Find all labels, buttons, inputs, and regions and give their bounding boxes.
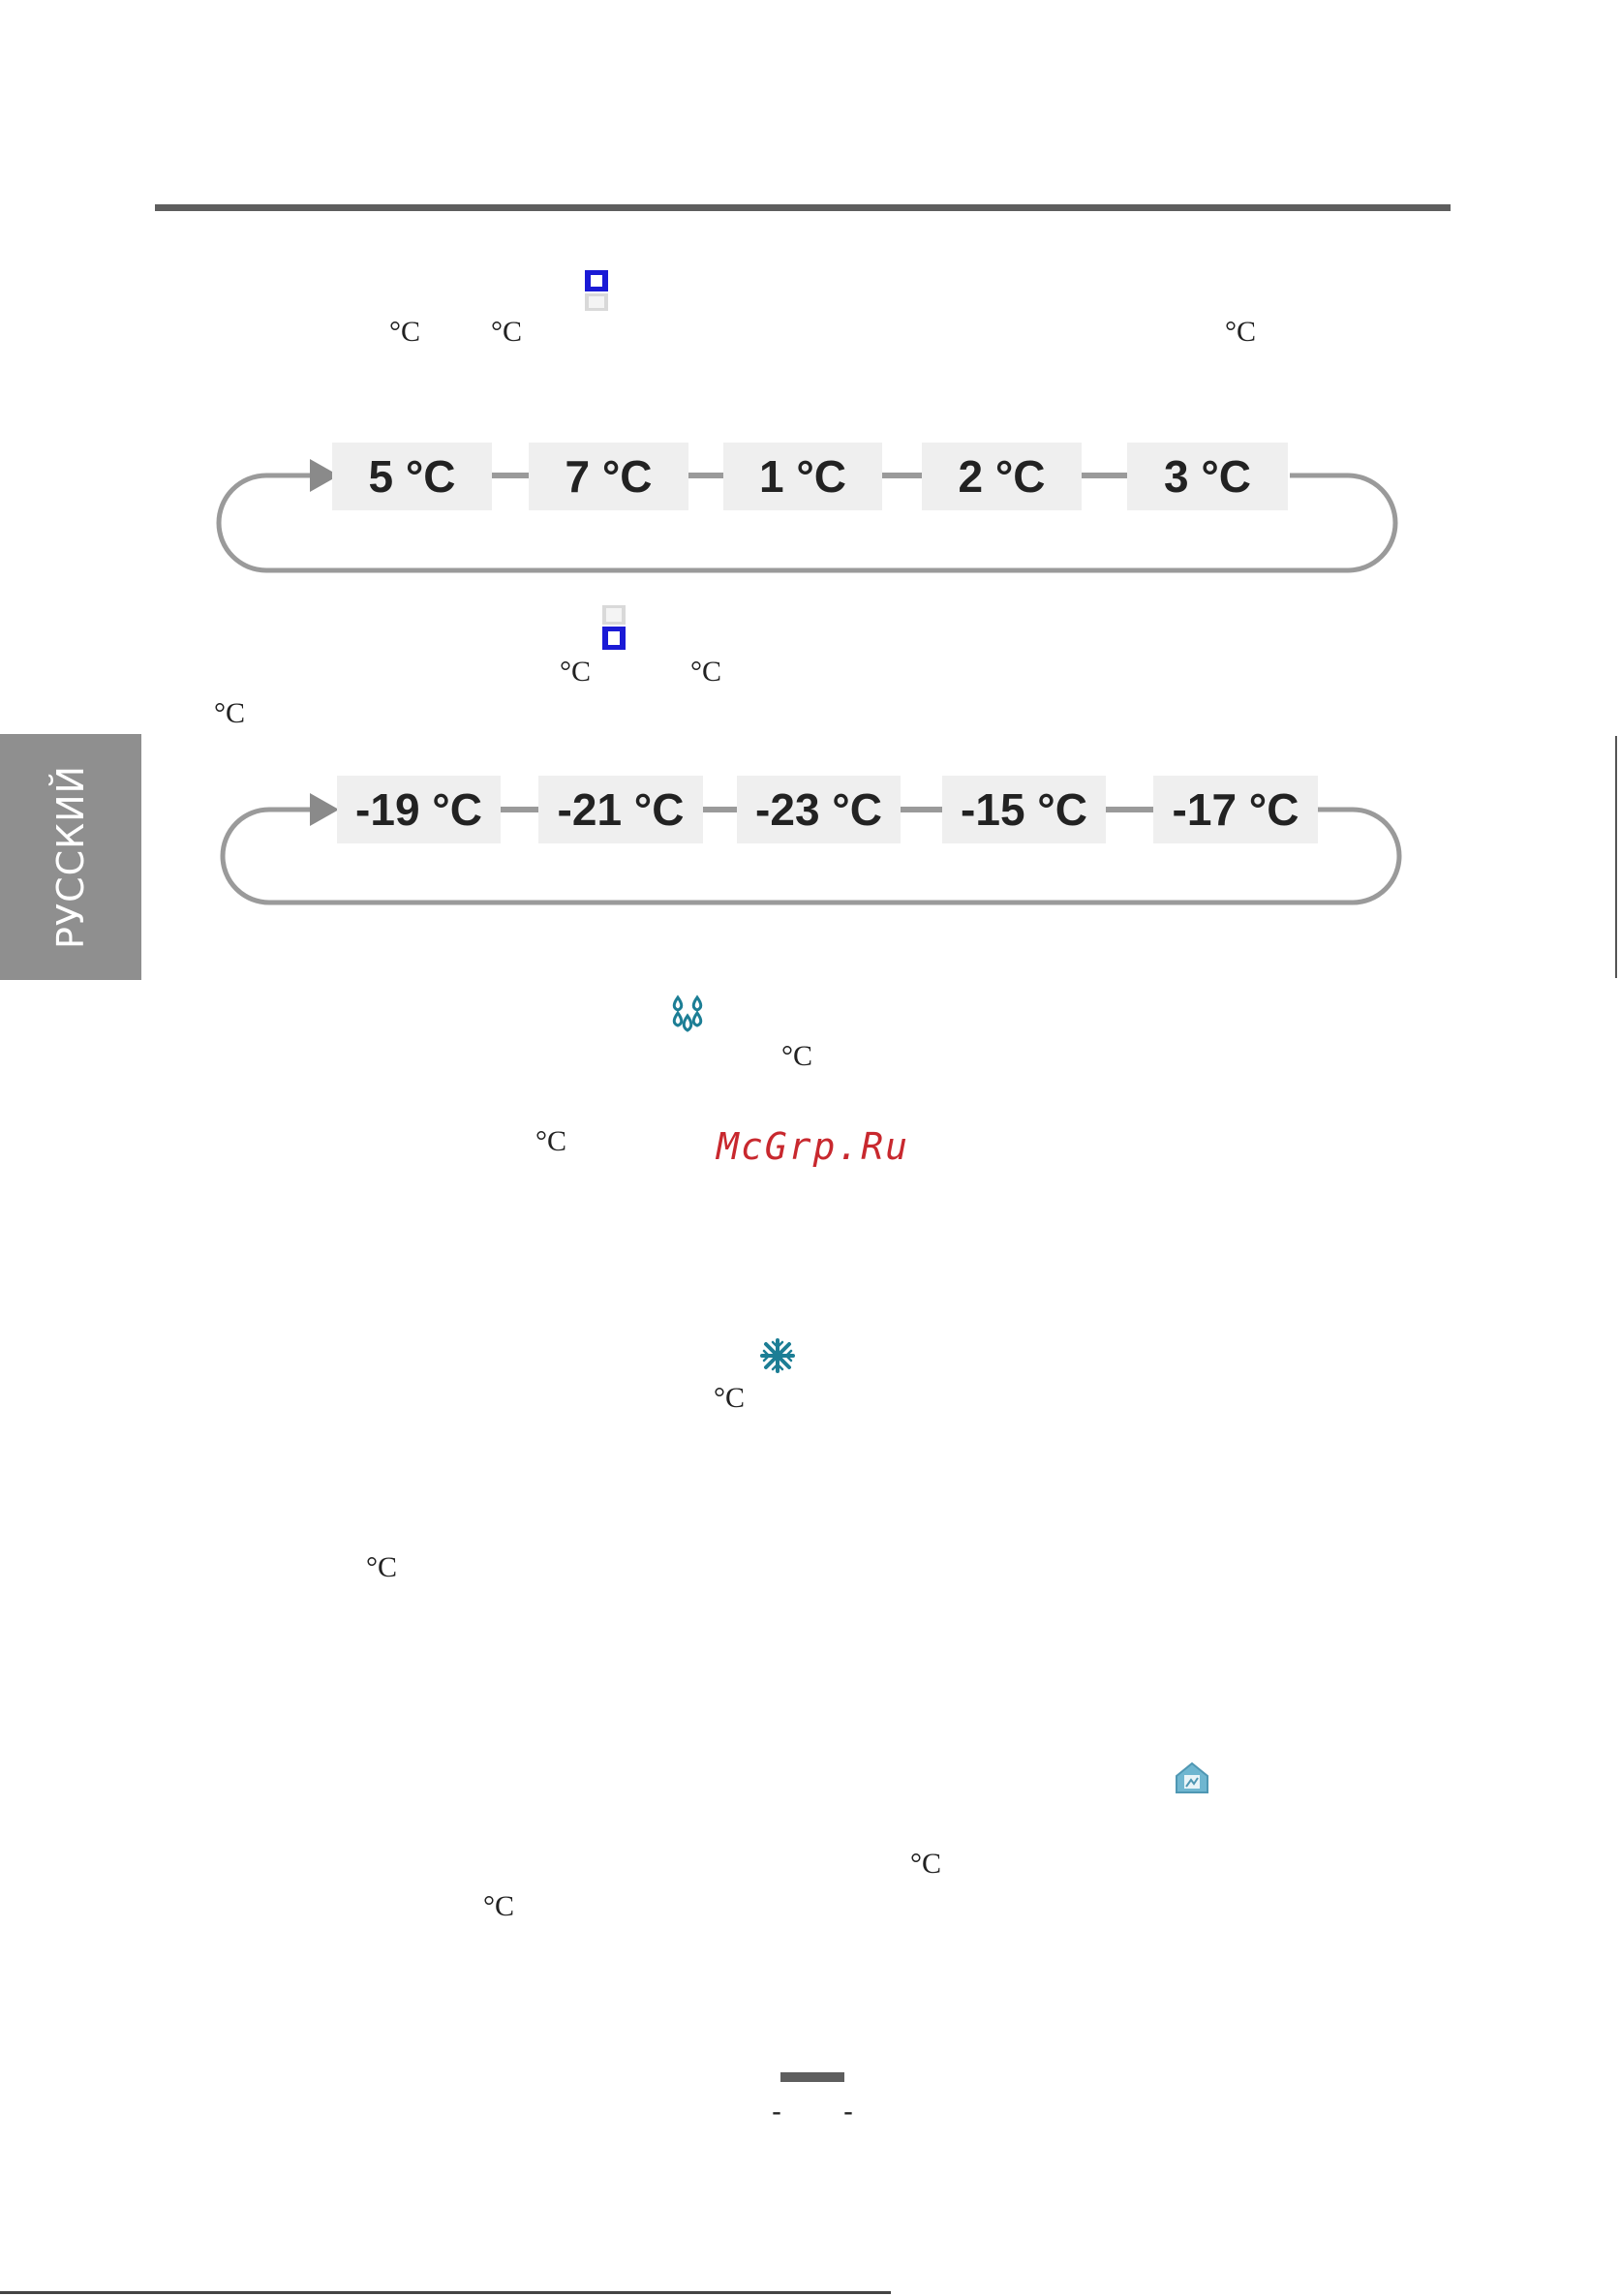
water-drops-icon [668,995,707,1033]
cycle-arrow-icon [310,793,339,826]
language-tab [0,734,141,980]
degree-unit: °C [1225,316,1257,348]
watermark: McGrp.Ru [717,1125,910,1168]
degree-unit: °C [214,697,246,729]
freezer-temp-option: -23 °C [737,776,901,843]
freezer-zone-icon [596,602,631,653]
freezer-temp-option: -19 °C [337,776,501,843]
fridge-cycle-loop [0,0,1620,678]
fridge-zone-icon [579,267,614,314]
degree-unit: °C [714,1382,746,1414]
degree-unit: °C [389,316,421,348]
right-page-edge [1615,736,1617,978]
page-number-dash: - [843,2096,853,2128]
page-number-bar [780,2072,844,2082]
fridge-temp-option: 5 °C [332,443,492,510]
language-tab-label: РУССКИЙ [49,765,92,949]
degree-unit: °C [910,1848,942,1880]
freezer-temp-option: -17 °C [1153,776,1318,843]
degree-unit: °C [366,1551,398,1583]
house-icon [1174,1760,1210,1795]
snowflake-icon [759,1337,796,1374]
degree-unit: °C [781,1040,813,1072]
degree-unit: °C [690,656,722,688]
bottom-rule [0,2291,891,2294]
fridge-temp-option: 1 °C [723,443,882,510]
freezer-temp-option: -15 °C [942,776,1106,843]
page-number-dash: - [772,2096,781,2128]
degree-unit: °C [535,1125,567,1157]
degree-unit: °C [483,1890,515,1922]
degree-unit: °C [560,656,592,688]
degree-unit: °C [491,316,523,348]
fridge-temp-option: 7 °C [529,443,688,510]
freezer-temp-option: -21 °C [538,776,703,843]
header-rule [155,204,1451,211]
fridge-temp-option: 3 °C [1127,443,1288,510]
fridge-temp-option: 2 °C [922,443,1082,510]
